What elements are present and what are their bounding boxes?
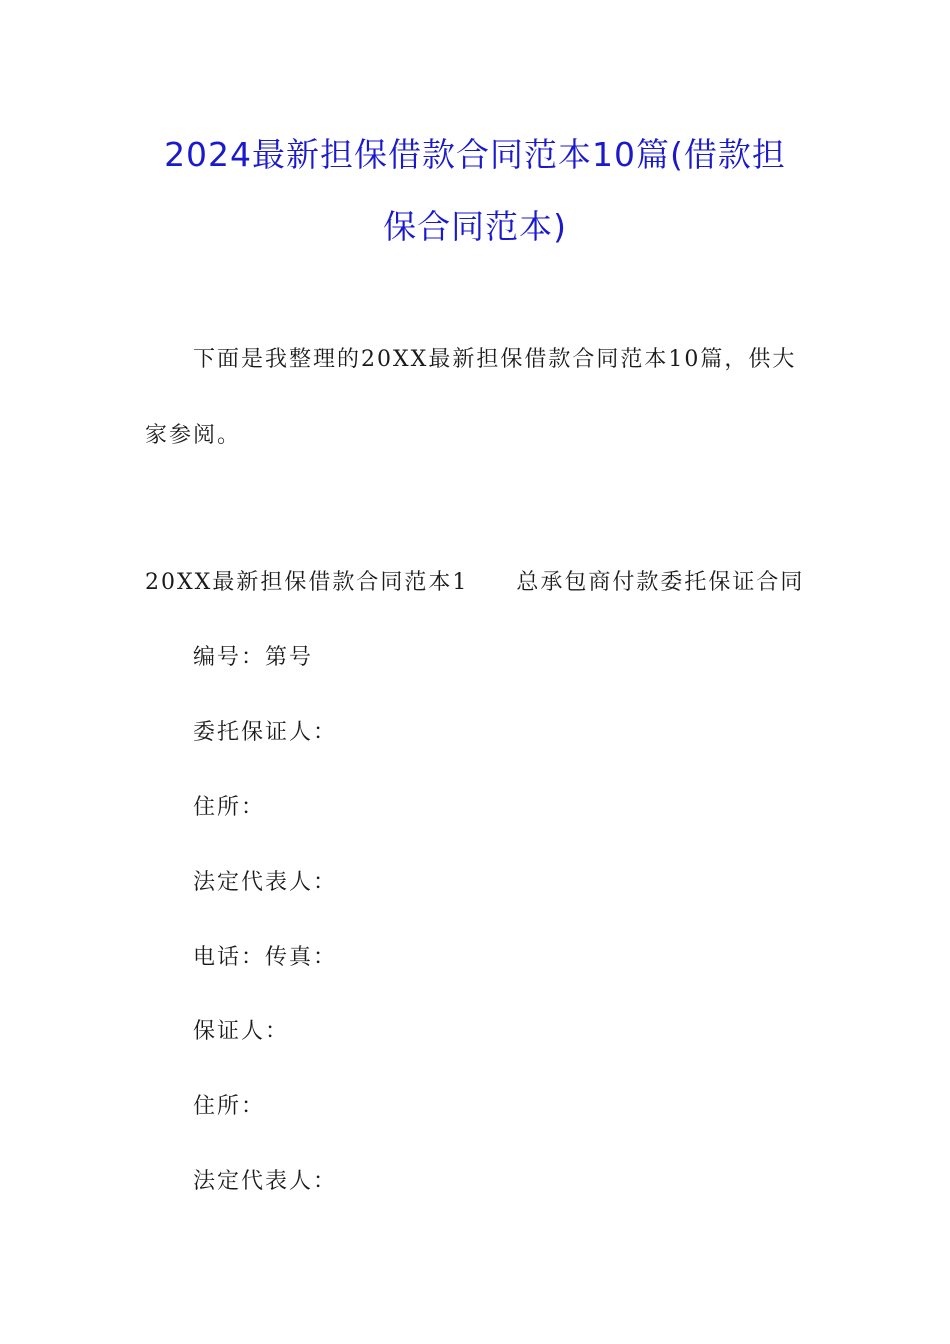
intro-paragraph-line-1: 下面是我整理的20XX最新担保借款合同范本10篇，供大 — [193, 347, 797, 372]
field-guarantor: 保证人： — [193, 1019, 290, 1044]
intro-paragraph-line-2: 家参阅。 — [145, 423, 242, 448]
document-title-line-2: 保合同范本) — [383, 207, 567, 246]
field-entrusting-guarantor: 委托保证人： — [193, 720, 338, 745]
field-legal-representative: 法定代表人： — [193, 870, 338, 895]
section-heading — [145, 568, 804, 598]
field-phone-fax: 电话：传真： — [193, 945, 338, 970]
field-guarantor-legal-representative: 法定代表人： — [193, 1169, 338, 1194]
field-address: 住所： — [193, 795, 266, 820]
document-title-line-1: 2024最新担保借款合同范本10篇(借款担 — [164, 135, 786, 174]
field-guarantor-address: 住所： — [193, 1094, 266, 1119]
section-heading-title: 20XX最新担保借款合同范本1 — [145, 570, 469, 595]
section-heading-subtitle: 总承包商付款委托保证合同 — [516, 570, 805, 595]
field-contract-number: 编号：第号 — [193, 645, 314, 670]
